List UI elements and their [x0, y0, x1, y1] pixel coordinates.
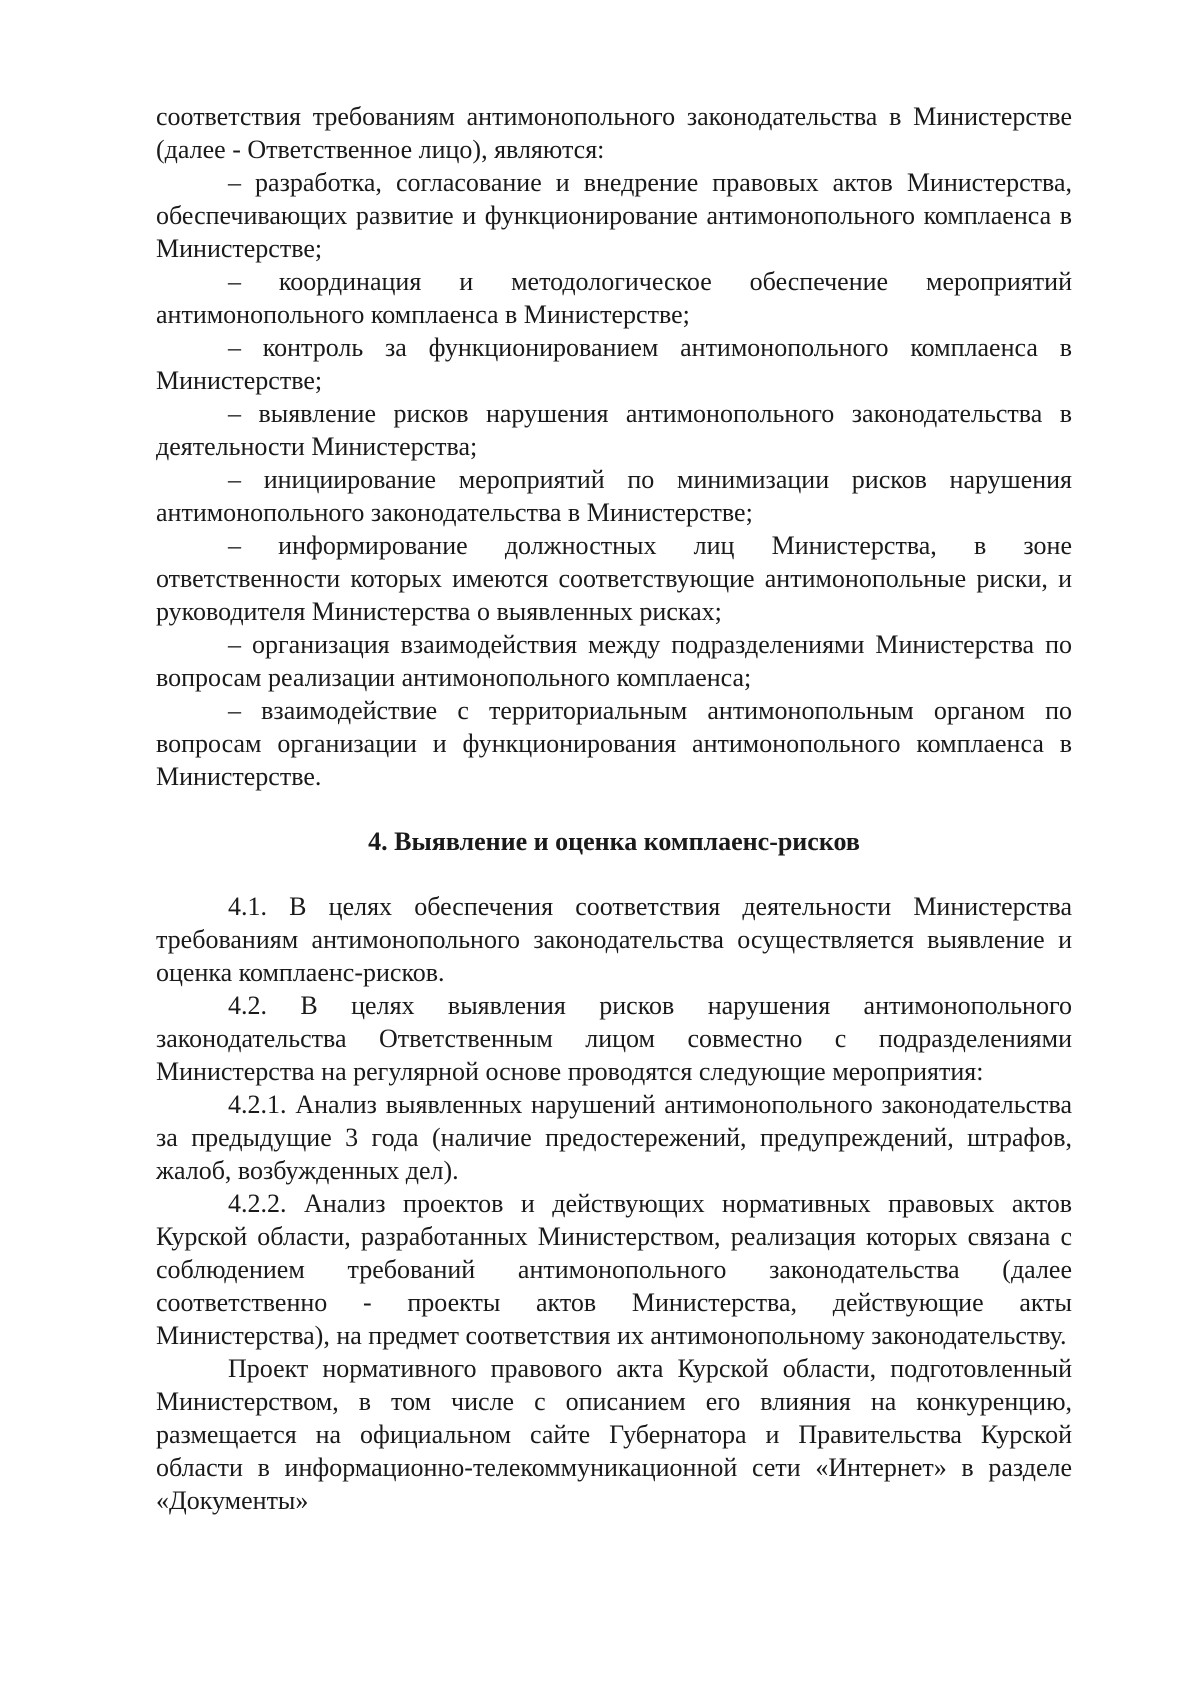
duty-item-5: – инициирование мероприятий по минимизации рисков нарушения антимонопольного законодательства в Министерстве; — [156, 465, 1072, 527]
duty-item-4: – выявление рисков нарушения антимонопольного законодательства в деятельности Министерства; — [156, 399, 1072, 461]
section-heading: 4. Выявление и оценка комплаенс-рисков — [368, 827, 860, 856]
duty-item-3: – контроль за функционированием антимонопольного комплаенса в Министерстве; — [156, 333, 1072, 395]
paragraph-4-1: 4.1. В целях обеспечения соответствия деятельности Министерства требованиям антимонопольного законодательства осуществляется выявление и оценка комплаенс-рисков. — [156, 892, 1072, 987]
paragraph-project: Проект нормативного правового акта Курской области, подготовленный Министерством, в том числе с описанием его влияния на конкуренцию, размещается на официальном сайте Губернатора и Правительства Курской области в информационно-телекоммуникационной сети «Интернет» в разделе «Документы» — [156, 1354, 1072, 1515]
duty-item-2: – координация и методологическое обеспечение мероприятий антимонопольного комплаенса в Министерстве; — [156, 267, 1072, 329]
duty-item-6: – информирование должностных лиц Министерства, в зоне ответственности которых имеются соответствующие антимонопольные риски, и руководителя Министерства о выявленных рисках; — [156, 531, 1072, 626]
paragraph-4-2-1: 4.2.1. Анализ выявленных нарушений антимонопольного законодательства за предыдущие 3 года (наличие предостережений, предупреждений, штрафов, жалоб, возбужденных дел). — [156, 1090, 1072, 1185]
duty-item-8: – взаимодействие с территориальным антимонопольным органом по вопросам организации и функционирования антимонопольного комплаенса в Министерстве. — [156, 696, 1072, 791]
duty-item-1: – разработка, согласование и внедрение правовых актов Министерства, обеспечивающих развитие и функционирование антимонопольного комплаенса в Министерстве; — [156, 168, 1072, 263]
paragraph-4-2: 4.2. В целях выявления рисков нарушения антимонопольного законодательства Ответственным лицом совместно с подразделениями Министерства на регулярной основе проводятся следующие мероприятия: — [156, 991, 1072, 1086]
document-page — [156, 100, 1072, 1517]
duty-item-7: – организация взаимодействия между подразделениями Министерства по вопросам реализации антимонопольного комплаенса; — [156, 630, 1072, 692]
intro-paragraph: соответствия требованиям антимонопольного законодательства в Министерстве (далее - Ответственное лицо), являются: — [156, 102, 1072, 164]
paragraph-4-2-2: 4.2.2. Анализ проектов и действующих нормативных правовых актов Курской области, разработанных Министерством, реализация которых связана с соблюдением требований антимонопольного законодательства (далее соответственно - проекты актов Министерства, действующие акты Министерства), на предмет соответствия их антимонопольному законодательству. — [156, 1189, 1072, 1350]
